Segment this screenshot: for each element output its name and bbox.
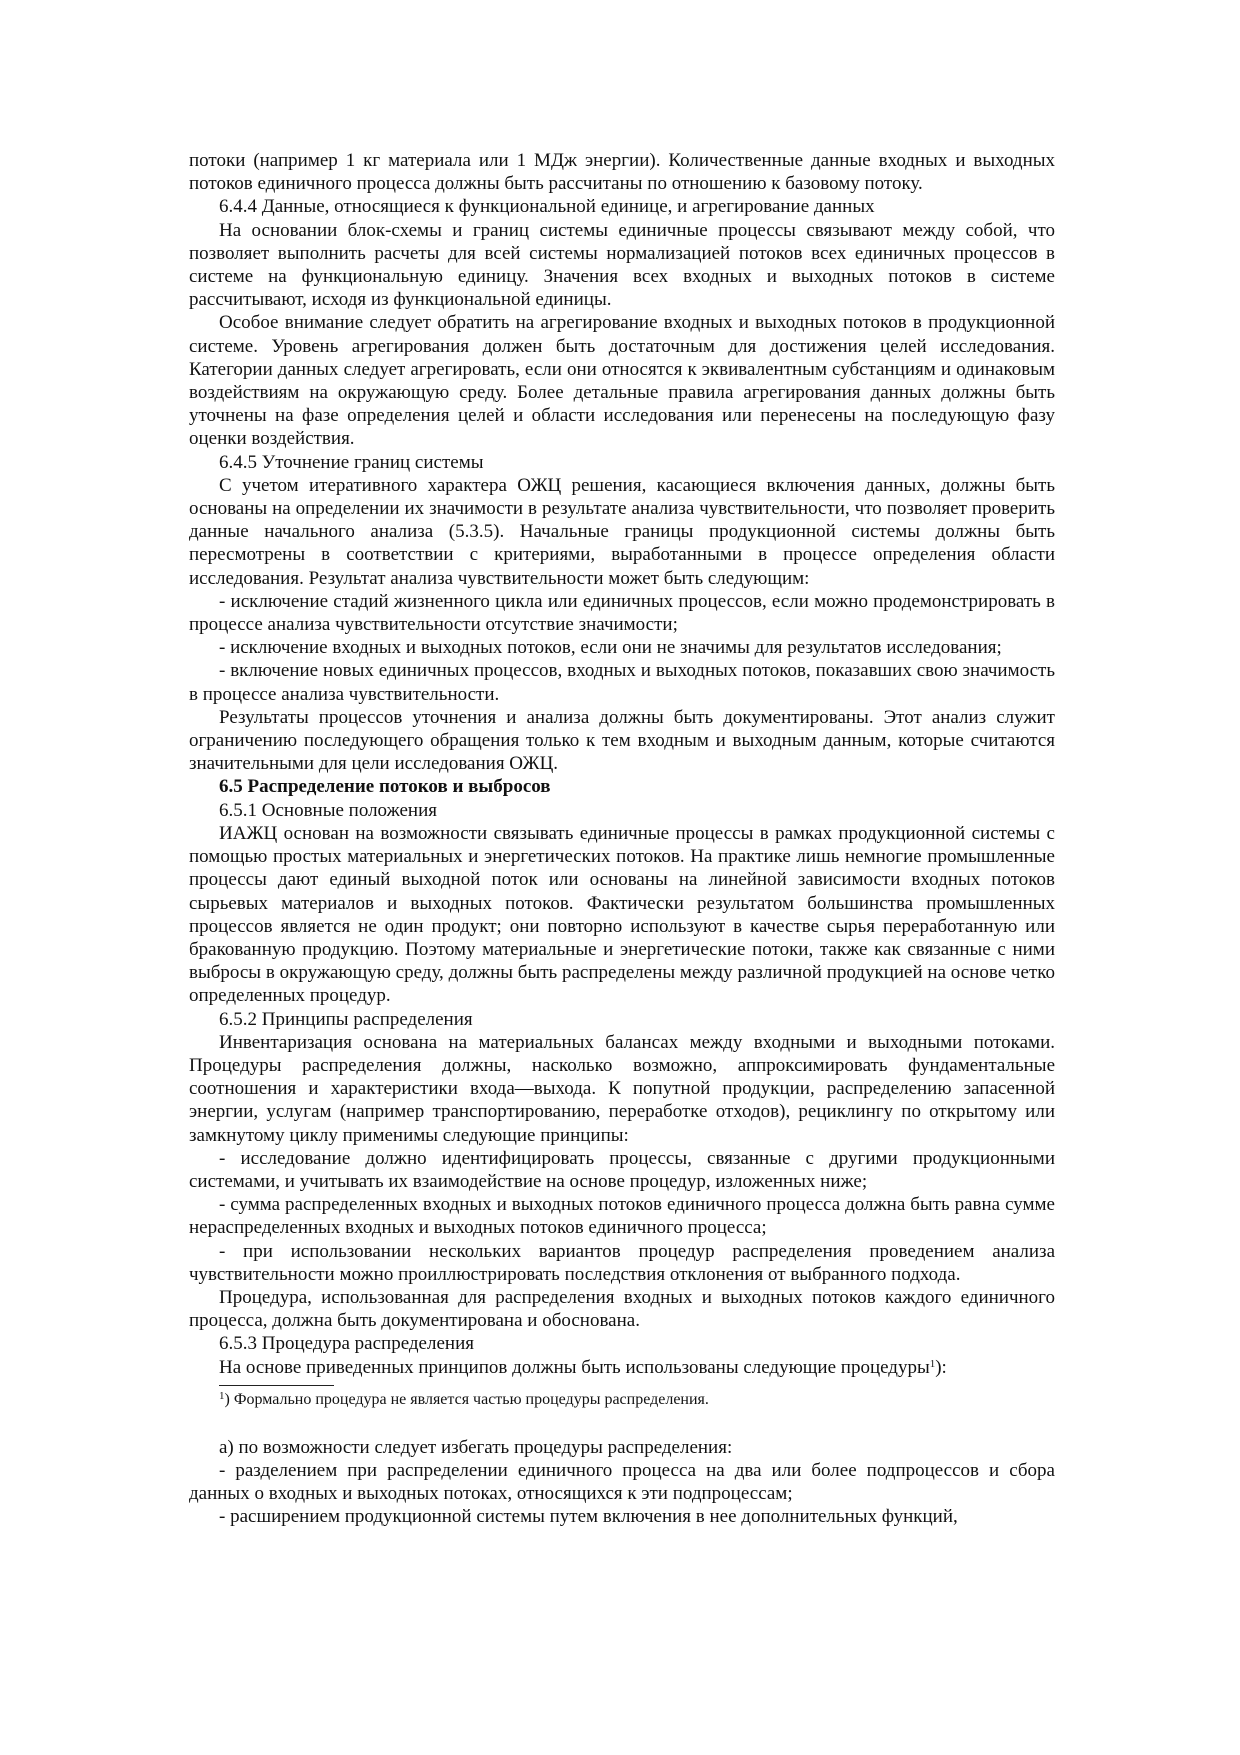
paragraph-system-boundaries: С учетом итеративного характера ОЖЦ решения, касающиеся включения данных, должны быть основаны на определении их значимости в результате анализа чувствительности, что позволяет проверить данные начального анализа (5.3.5). Начальные границы продукционной системы должны быть пересмотрены в соответствии с критериями, выработанными в процессе определения области исследования. Результат анализа чувствительности может быть следующим:	[189, 474, 1055, 589]
footnote-separator	[219, 1385, 334, 1386]
paragraph-reference-flow: потоки (например 1 кг материала или 1 МДж энергии). Количественные данные входных и выходных потоков единичного процесса должны быть рассчитаны по отношению к базовому потоку.	[189, 150, 1055, 195]
footnote-mark: 1	[219, 1389, 225, 1402]
list-item-include-processes: - включение новых единичных процессов, входных и выходных потоков, показавших свою значимость в процессе анализа чувствительности.	[189, 660, 1055, 705]
list-item-system-expansion: - расширением продукционной системы путем включения в нее дополнительных функций,	[219, 1506, 958, 1528]
footnote	[189, 1390, 1055, 1410]
heading-6-5-1: 6.5.1 Основные положения	[219, 799, 437, 821]
procedures-intro-tail: ):	[935, 1356, 947, 1378]
list-item-identify-processes: - исследование должно идентифицировать процессы, связанные с другими продукционными системами, и учитывать их взаимодействие на основе процедур, изложенных ниже;	[189, 1147, 1055, 1192]
list-item-sum-flows: - сумма распределенных входных и выходных потоков единичного процесса должна быть равна сумме нераспределенных входных и выходных потоков единичного процесса;	[189, 1194, 1055, 1239]
paragraph-inventory-balances: Инвентаризация основана на материальных балансах между входными и выходными потоками. Процедуры распределения должны, насколько возможно, аппроксимировать фундаментальные соотношения и характеристики входа—выхода. К попутной продукции, распределению запасенной энергии, услугам (например транспортированию, переработке отходов), рециклингу по открытому или замкнутому циклу применимы следующие принципы:	[189, 1031, 1055, 1146]
paragraph-procedures-intro	[189, 1356, 1055, 1379]
heading-6-5: 6.5 Распределение потоков и выбросов	[219, 776, 551, 798]
paragraph-iazhc-basis: ИАЖЦ основан на возможности связывать единичные процессы в рамках продукционной системы с помощью простых материальных и энергетических потоков. На практике лишь немногие промышленные процессы дают единый выходной поток или основаны на линейной зависимости входных потоков сырьевых материалов и выходных потоков. Фактически результатом большинства промышленных процессов является не один продукт; они повторно используют в качестве сырья переработанную или бракованную продукцию. Поэтому материальные и энергетические потоки, также как связанные с ними выбросы в окружающую среду, должны быть распределены между различной продукцией на основе четко определенных процедур.	[189, 822, 1055, 1007]
list-item-avoid-allocation: а) по возможности следует избегать процедуры распределения:	[219, 1436, 733, 1458]
list-item-subdivision: - разделением при распределении единичного процесса на два или более подпроцессов и сбора данных о входных и выходных потоках, относящихся к эти подпроцессам;	[189, 1459, 1055, 1505]
heading-6-4-4: 6.4.4 Данные, относящиеся к функциональной единице, и агрегирование данных	[219, 196, 875, 218]
paragraph-normalization: На основании блок-схемы и границ системы единичные процессы связывают между собой, что позволяет выполнить расчеты для всей системы нормализацией потоков всех единичных процессов в системе на функциональную единицу. Значения всех входных и выходных потоков в системе рассчитывают, исходя из функциональной единицы.	[189, 219, 1055, 311]
list-item-exclude-stages: - исключение стадий жизненного цикла или единичных процессов, если можно продемонстрировать в процессе анализа чувствительности отсутствие значимости;	[189, 590, 1055, 636]
heading-6-5-2: 6.5.2 Принципы распределения	[219, 1008, 473, 1030]
paragraph-refinement-results: Результаты процессов уточнения и анализа должны быть документированы. Этот анализ служит ограничению последующего обращения только к тем входным и выходным данным, которые считаются значительными для цели исследования ОЖЦ.	[189, 706, 1055, 775]
heading-6-4-5: 6.4.5 Уточнение границ системы	[219, 451, 484, 473]
paragraph-documented-procedure: Процедура, использованная для распределения входных и выходных потоков каждого единичного процесса, должна быть документирована и обоснована.	[189, 1286, 1055, 1332]
list-item-exclude-flows: - исключение входных и выходных потоков, если они не значимы для результатов исследования;	[219, 637, 1002, 659]
heading-6-5-3: 6.5.3 Процедура распределения	[219, 1333, 474, 1355]
paragraph-aggregation: Особое внимание следует обратить на агрегирование входных и выходных потоков в продукционной системе. Уровень агрегирования должен быть достаточным для достижения целей исследования. Категории данных следует агрегировать, если они относятся к эквивалентным субстанциям и одинаковым воздействиям на окружающую среду. Более детальные правила агрегирования данных должны быть уточнены на фазе определения целей и области исследования или перенесены на последующую фазу оценки воздействия.	[189, 312, 1055, 450]
document-page	[189, 149, 1055, 1529]
footnote-text: ) Формально процедура не является частью процедуры распределения.	[224, 1390, 709, 1408]
procedures-intro-text: На основе приведенных принципов должны быть использованы следующие процедуры	[219, 1356, 930, 1378]
list-item-sensitivity: - при использовании нескольких вариантов процедур распределения проведением анализа чувствительности можно проиллюстрировать последствия отклонения от выбранного подхода.	[189, 1240, 1055, 1285]
footnote-ref: 1	[929, 1357, 936, 1370]
